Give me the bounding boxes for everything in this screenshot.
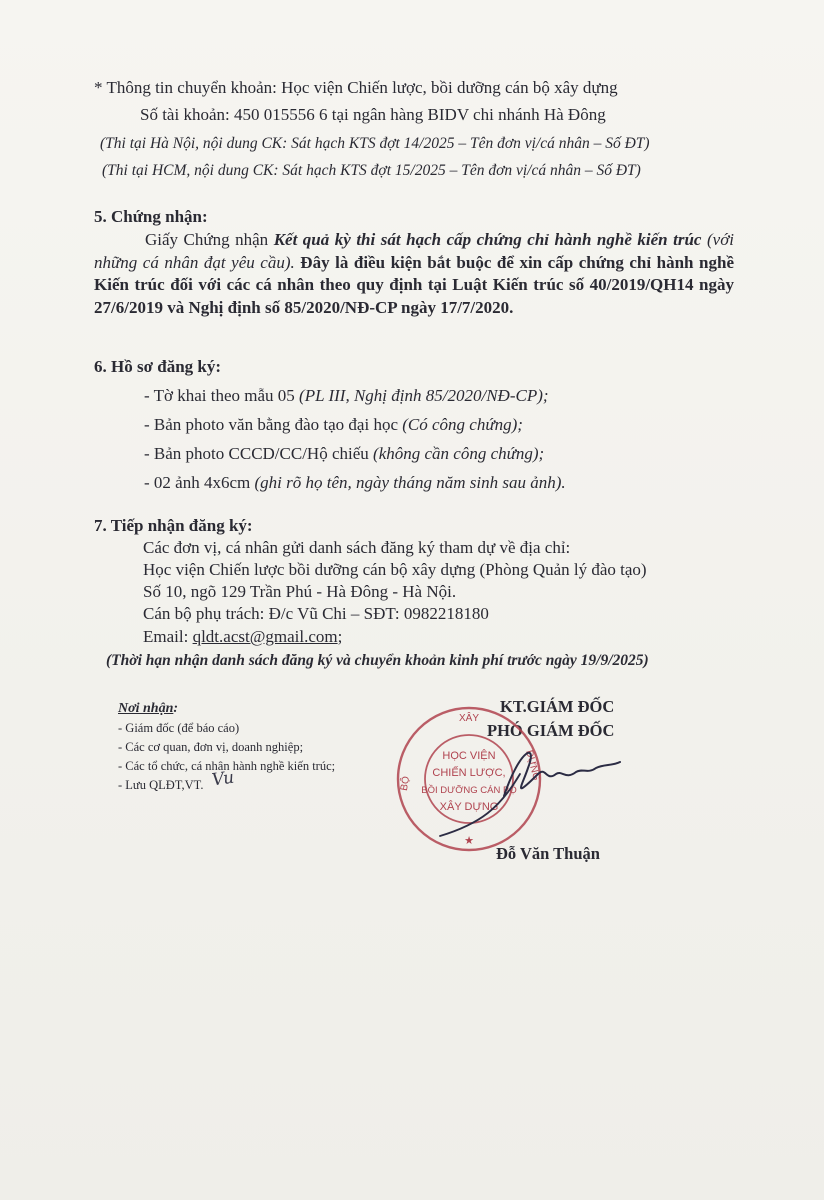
registration-line: Số 10, ngõ 129 Trần Phú - Hà Đông - Hà Nội. [143, 582, 457, 601]
stamp-ring-top: XÂY [458, 713, 480, 724]
cert-requirement: Đây là điều kiện bắt buộc để xin cấp chứng chỉ hành nghề Kiến trúc đối với các cá nhân theo quy định tại Luật Kiến trúc số 40/2019/QH14 ngày 27/6/2019 và Nghị định số 85/2020/NĐ-CP ngày 17/7/2020. [94, 252, 734, 317]
stamp-ring-left: BỘ [398, 775, 413, 792]
dossier-item-text: - 02 ảnh 4x6cm [144, 473, 255, 492]
payment-info-line: * Thông tin chuyển khoản: Học viện Chiến lược, bồi dưỡng cán bộ xây dựng [94, 78, 618, 97]
recipient-item: - Giám đốc (để báo cáo) [118, 721, 240, 735]
section-6-heading: 6. Hồ sơ đăng ký: [94, 357, 222, 376]
account-number-line: Số tài khoản: 450 015556 6 tại ngân hàng BIDV chi nhánh Hà Đông [140, 105, 606, 124]
stamp-center-4: XÂY DỰNG [439, 801, 499, 813]
cert-intro: Giấy Chứng nhận [145, 230, 274, 249]
recipients-title-text: Nơi nhận [118, 701, 174, 716]
section-5-paragraph [94, 229, 734, 319]
email-link[interactable]: qldt.acst@gmail.com [192, 627, 338, 646]
signature-stroke [504, 753, 620, 796]
registration-line: Các đơn vị, cá nhân gửi danh sách đăng ký tham dự về địa chỉ: [143, 538, 571, 557]
dossier-item-note: (Có công chứng); [402, 415, 523, 434]
dossier-item [144, 414, 523, 436]
dossier-item-text: - Bản photo CCCD/CC/Hộ chiếu [144, 444, 374, 463]
deadline-note: (Thời hạn nhận danh sách đăng ký và chuyển khoản kinh phí trước ngày 19/9/2025) [106, 652, 649, 669]
handwritten-signature [420, 738, 620, 848]
email-line [143, 626, 342, 648]
transfer-note-hcm: (Thi tại HCM, nội dung CK: Sát hạch KTS đợt 15/2025 – Tên đơn vị/cá nhân – Số ĐT) [102, 162, 641, 179]
stamp-center-3: BỒI DƯỠNG CÁN BỘ [421, 785, 517, 796]
stamp-center-1: HỌC VIỆN [442, 750, 496, 762]
dossier-item-text: - Bản photo văn bằng đào tạo đại học [144, 415, 403, 434]
dossier-item-note: (ghi rõ họ tên, ngày tháng năm sinh sau ảnh). [254, 473, 566, 492]
recipients-title-colon: : [173, 701, 179, 716]
signer-name: Đỗ Văn Thuận [496, 844, 600, 863]
signer-position-1: KT.GIÁM ĐỐC [500, 697, 615, 716]
stamp-center-2: CHIẾN LƯỢC, [432, 767, 506, 779]
registration-line: Học viện Chiến lược bồi dưỡng cán bộ xây dựng (Phòng Quản lý đào tạo) [143, 560, 647, 579]
registration-line: Cán bộ phụ trách: Đ/c Vũ Chi – SĐT: 0982218180 [143, 604, 489, 623]
dossier-item-note: (PL III, Nghị định 85/2020/NĐ-CP); [299, 386, 549, 405]
transfer-note-hanoi: (Thi tại Hà Nội, nội dung CK: Sát hạch KTS đợt 14/2025 – Tên đơn vị/cá nhân – Số ĐT) [100, 135, 650, 152]
initials-signature: Vu [210, 767, 236, 791]
section-7-heading: 7. Tiếp nhận đăng ký: [94, 516, 253, 535]
cert-title: Kết quả kỳ thi sát hạch cấp chứng chỉ hành nghề kiến trúc [273, 230, 702, 249]
stamp-star-icon: ★ [464, 834, 474, 847]
recipient-item: - Các tổ chức, cá nhân hành nghề kiến trúc; [118, 759, 336, 773]
signer-position-2: PHÓ GIÁM ĐỐC [487, 721, 615, 740]
dossier-item [144, 472, 566, 494]
dossier-item [144, 385, 549, 407]
email-label: Email: [143, 627, 193, 646]
cert-condition: (với những cá nhân đạt yêu cầu). [94, 230, 734, 272]
dossier-item-note: (không cần công chứng); [373, 444, 545, 463]
recipient-item: - Lưu QLĐT,VT. [118, 778, 204, 792]
dossier-item [144, 443, 544, 465]
stamp-ring-right: DỰNG [523, 749, 542, 782]
section-5-heading: 5. Chứng nhận: [94, 207, 208, 226]
recipients-title [118, 700, 178, 717]
dossier-item-text: - Tờ khai theo mẫu 05 [144, 386, 300, 405]
email-suffix: ; [337, 627, 343, 646]
recipient-item: - Các cơ quan, đơn vị, doanh nghiệp; [118, 740, 304, 754]
